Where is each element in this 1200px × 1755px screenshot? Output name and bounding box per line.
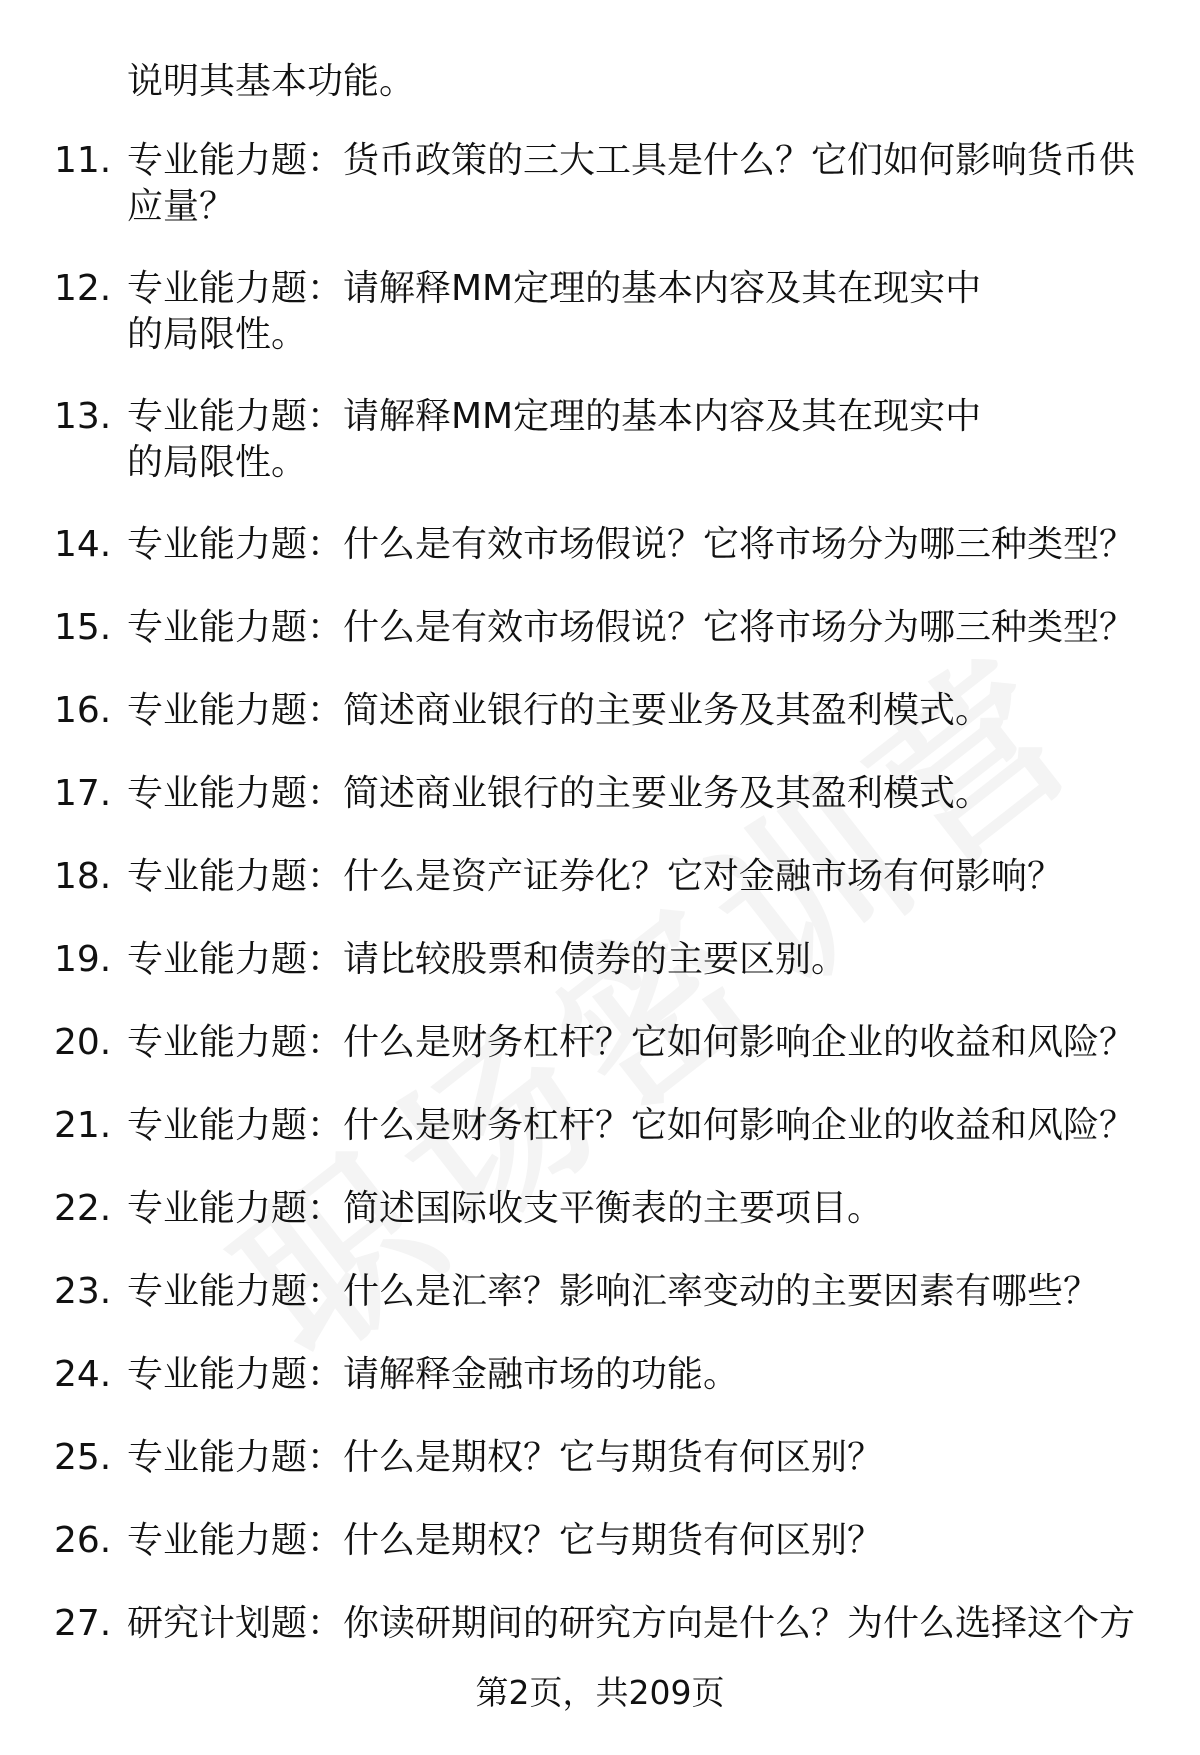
question-list <box>0 138 1200 1684</box>
question-text: 专业能力题：什么是汇率？影响汇率变动的主要因素有哪些？ <box>127 1271 1100 1312</box>
question-item <box>0 1435 1200 1481</box>
question-item <box>0 1601 1200 1647</box>
question-item <box>0 1352 1200 1398</box>
question-text: 专业能力题：请解释MM定理的基本内容及其在现实中的局限性。 <box>127 396 982 483</box>
question-item <box>0 1020 1200 1066</box>
question-number: 22. <box>54 1188 112 1229</box>
question-number: 12. <box>54 268 112 309</box>
question-number: 20. <box>54 1022 112 1063</box>
question-text: 研究计划题：你读研期间的研究方向是什么？为什么选择这个方 <box>127 1603 1136 1644</box>
question-text: 专业能力题：请解释金融市场的功能。 <box>127 1354 740 1395</box>
question-item <box>0 605 1200 651</box>
question-number: 26. <box>54 1520 112 1561</box>
question-number: 16. <box>54 690 112 731</box>
question-number: 13. <box>54 396 112 437</box>
question-item <box>0 854 1200 900</box>
question-item <box>0 522 1200 568</box>
question-number: 23. <box>54 1271 112 1312</box>
question-number: 11. <box>54 140 112 181</box>
question-text: 专业能力题：请比较股票和债券的主要区别。 <box>127 939 848 980</box>
question-number: 19. <box>54 939 112 980</box>
question-number: 14. <box>54 524 112 565</box>
question-number: 27. <box>54 1603 112 1644</box>
question-text: 专业能力题：简述国际收支平衡表的主要项目。 <box>127 1188 884 1229</box>
question-item <box>0 1518 1200 1564</box>
question-number: 21. <box>54 1105 112 1146</box>
question-item <box>0 1186 1200 1232</box>
question-item <box>0 771 1200 817</box>
question-text: 专业能力题：简述商业银行的主要业务及其盈利模式。 <box>127 690 992 731</box>
question-text: 专业能力题：请解释MM定理的基本内容及其在现实中的局限性。 <box>127 268 982 355</box>
question-text: 专业能力题：什么是财务杠杆？它如何影响企业的收益和风险？ <box>127 1022 1136 1063</box>
page-footer: 第2页，共209页 <box>475 1673 725 1712</box>
question-item <box>0 266 1200 358</box>
question-text: 专业能力题：简述商业银行的主要业务及其盈利模式。 <box>127 773 992 814</box>
continuation-text: 说明其基本功能。 <box>127 61 416 102</box>
question-number: 18. <box>54 856 112 897</box>
question-item <box>0 1269 1200 1315</box>
question-text: 专业能力题：货币政策的三大工具是什么？它们如何影响货币供应量？ <box>127 140 1136 227</box>
question-item <box>0 1103 1200 1149</box>
question-number: 17. <box>54 773 112 814</box>
question-item <box>0 688 1200 734</box>
question-item <box>0 394 1200 486</box>
question-text: 专业能力题：什么是有效市场假说？它将市场分为哪三种类型？ <box>127 524 1136 565</box>
question-number: 15. <box>54 607 112 648</box>
question-text: 专业能力题：什么是财务杠杆？它如何影响企业的收益和风险？ <box>127 1105 1136 1146</box>
question-text: 专业能力题：什么是期权？它与期货有何区别？ <box>127 1437 884 1478</box>
question-text: 专业能力题：什么是期权？它与期货有何区别？ <box>127 1520 884 1561</box>
question-number: 25. <box>54 1437 112 1478</box>
question-text: 专业能力题：什么是资产证券化？它对金融市场有何影响？ <box>127 856 1064 897</box>
question-text: 专业能力题：什么是有效市场假说？它将市场分为哪三种类型？ <box>127 607 1136 648</box>
question-number: 24. <box>54 1354 112 1395</box>
question-item <box>0 937 1200 983</box>
question-item <box>0 138 1200 230</box>
